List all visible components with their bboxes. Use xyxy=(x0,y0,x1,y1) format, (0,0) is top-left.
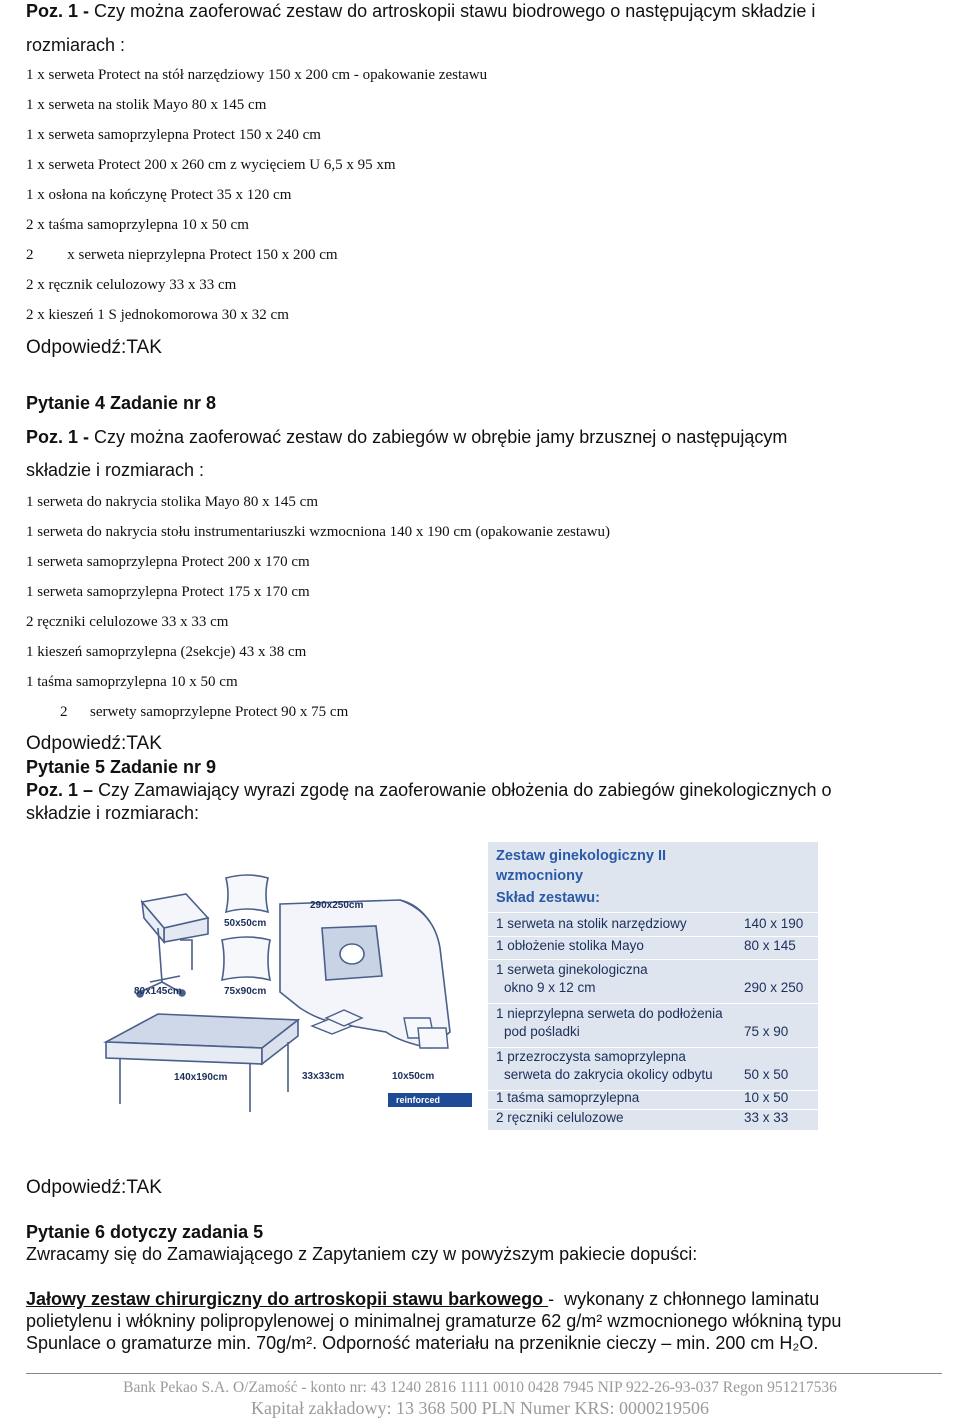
q4-item-5: 2 ręczniki celulozowe 33 x 33 cm xyxy=(26,614,229,630)
footer-capital-line: Kapitał zakładowy: 13 368 500 PLN Numer KRS: 0000219506 xyxy=(251,1398,709,1418)
row-size: 33 x 33 xyxy=(744,1110,789,1125)
row-name: 1 nieprzylepna serweta do podłożenia xyxy=(496,1006,723,1021)
q3-item-2: 1 x serweta na stolik Mayo 80 x 145 cm xyxy=(26,97,267,113)
table-separator xyxy=(488,1047,818,1048)
label-10x50: 10x50cm xyxy=(392,1071,435,1082)
row-name-2: okno 9 x 12 cm xyxy=(504,980,596,995)
row-size: 80 x 145 xyxy=(744,938,796,953)
row-size: 140 x 190 xyxy=(744,916,804,931)
q5-answer: Odpowiedź:TAK xyxy=(26,1177,162,1198)
q4-poz-line1 xyxy=(26,427,787,448)
q4-item-7: 1 taśma samoprzylepna 10 x 50 cm xyxy=(26,674,238,690)
gyn-set-table xyxy=(488,842,818,1130)
row-name: 1 taśma samoprzylepna xyxy=(496,1090,640,1105)
q6-line2: polietylenu i włókniny polipropylenowej o minimalnej gramaturze 62 g/m² wzmocnionego włókniną typu xyxy=(26,1311,842,1331)
table-title-2: wzmocniony xyxy=(496,868,584,884)
q4-item-4: 1 serweta samoprzylepna Protect 175 x 170 cm xyxy=(26,584,310,600)
row-name-2: serweta do zakrycia okolicy odbytu xyxy=(504,1067,713,1082)
q3-item-1: 1 x serweta Protect na stół narzędziowy 150 x 200 cm - opakowanie zestawu xyxy=(26,67,488,83)
q4-item-3: 1 serweta samoprzylepna Protect 200 x 170 cm xyxy=(26,554,310,570)
q4-poz-line2: składzie i rozmiarach : xyxy=(26,460,205,480)
q3-item-5: 1 x osłona na kończynę Protect 35 x 120 cm xyxy=(26,187,292,203)
row-size: 290 x 250 xyxy=(744,980,804,995)
q6-line1 xyxy=(26,1289,819,1310)
footer-bank-line: Bank Pekao S.A. O/Zamość - konto nr: 43 1240 2816 1111 0010 0428 7945 NIP 922-26-93-037 Regon 951217536 xyxy=(123,1379,837,1396)
row-name: 1 przezroczysta samoprzylepna xyxy=(496,1049,686,1064)
q5-poz-line1 xyxy=(26,780,831,801)
table-separator xyxy=(488,936,818,937)
q5-heading: Pytanie 5 Zadanie nr 9 xyxy=(26,757,217,777)
q3-poz-label: Poz. 1 - xyxy=(26,1,90,21)
q3-poz-text: Czy można zaoferować zestaw do artroskopii stawu biodrowego o następującym składzie i xyxy=(94,1,816,21)
table-subtitle: Skład zestawu: xyxy=(496,890,600,906)
q4-item-6: 1 kieszeń samoprzylepna (2sekcje) 43 x 38 cm xyxy=(26,644,307,660)
pillow-50x50-drawing xyxy=(226,875,268,912)
q3-item-4: 1 x serweta Protect 200 x 260 cm z wycięciem U 6,5 x 95 xm xyxy=(26,157,396,173)
q4-heading: Pytanie 4 Zadanie nr 8 xyxy=(26,393,217,413)
row-name-2: pod pośladki xyxy=(504,1024,580,1039)
q3-answer: Odpowiedź:TAK xyxy=(26,337,162,358)
q5-poz-line2: składzie i rozmiarach: xyxy=(26,803,200,823)
row-size: 50 x 50 xyxy=(744,1067,789,1082)
q5-poz-dash: – xyxy=(83,780,94,800)
row-name: 1 obłożenie stolika Mayo xyxy=(496,938,644,953)
table-separator xyxy=(488,1003,818,1004)
q6-intro: Zwracamy się do Zamawiającego z Zapytaniem czy w powyższym pakiecie dopuści: xyxy=(26,1244,698,1264)
instrument-table-drawing xyxy=(106,1014,298,1112)
q4-item-8: 2 serwety samoprzylepne Protect 90 x 75 cm xyxy=(60,704,349,720)
row-size: 75 x 90 xyxy=(744,1024,789,1039)
q3-poz-line1 xyxy=(26,1,815,22)
label-reinforced: reinforced xyxy=(396,1095,441,1105)
table-separator xyxy=(488,959,818,960)
row-name: 1 serweta ginekologiczna xyxy=(496,962,648,977)
mayo-cover-drawing xyxy=(137,894,208,997)
q4-answer: Odpowiedź:TAK xyxy=(26,733,162,754)
table-title-1: Zestaw ginekologiczny II xyxy=(496,848,667,864)
label-290x250: 290x250cm xyxy=(310,900,364,911)
q3-item-6: 2 x taśma samoprzylepna 10 x 50 cm xyxy=(26,217,249,233)
q4-poz-text: Czy można zaoferować zestaw do zabiegów w obrębie jamy brzusznej o następującym xyxy=(94,427,788,447)
row-name: 2 ręczniki celulozowe xyxy=(496,1110,624,1125)
row-name: 1 serweta na stolik narzędziowy xyxy=(496,916,687,931)
q6-product-name: Jałowy zestaw chirurgiczny do artroskopii stawu barkowego xyxy=(26,1289,549,1309)
row-size: 10 x 50 xyxy=(744,1090,789,1105)
q5-poz-text: Czy Zamawiający wyrazi zgodę na zaoferowanie obłożenia do zabiegów ginekologicznych o xyxy=(98,780,832,800)
label-75x90: 75x90cm xyxy=(224,986,267,997)
label-80x145: 80x145cm xyxy=(134,986,182,997)
q6-line3: Spunlace o gramaturze min. 70g/m². Odporność materiału na przeniknie cieczy – min. 200 cm H₂O. xyxy=(26,1333,819,1353)
q3-item-8: 2 x ręcznik celulozowy 33 x 33 cm xyxy=(26,277,237,293)
q6-heading: Pytanie 6 dotyczy zadania 5 xyxy=(26,1222,264,1242)
q3-item-9: 2 x kieszeń 1 S jednokomorowa 30 x 32 cm xyxy=(26,307,289,323)
gyn-set-illustration xyxy=(100,842,488,1132)
q5-poz-label: Poz. 1 xyxy=(26,780,79,800)
footer-divider xyxy=(26,1373,942,1374)
q3-item-7: 2 x serweta nieprzylepna Protect 150 x 200 cm xyxy=(26,247,338,263)
q4-item-1: 1 serweta do nakrycia stolika Mayo 80 x 145 cm xyxy=(26,494,319,510)
gyn-set-figure xyxy=(100,842,818,1132)
q3-item-3: 1 x serweta samoprzylepna Protect 150 x 240 cm xyxy=(26,127,321,143)
label-33x33: 33x33cm xyxy=(302,1071,345,1082)
table-separator xyxy=(488,912,818,913)
q4-item-2: 1 serweta do nakrycia stołu instrumentariuszki wzmocniona 140 x 190 cm (opakowanie zestawu) xyxy=(26,524,610,540)
q4-poz-label: Poz. 1 - xyxy=(26,427,90,447)
q3-poz-line2: rozmiarach : xyxy=(26,35,126,55)
label-140x190: 140x190cm xyxy=(174,1072,228,1083)
q6-line1-rest: - wykonany z chłonnego laminatu xyxy=(548,1289,820,1309)
label-50x50: 50x50cm xyxy=(224,918,267,929)
pillow-75x90-drawing xyxy=(222,937,270,980)
